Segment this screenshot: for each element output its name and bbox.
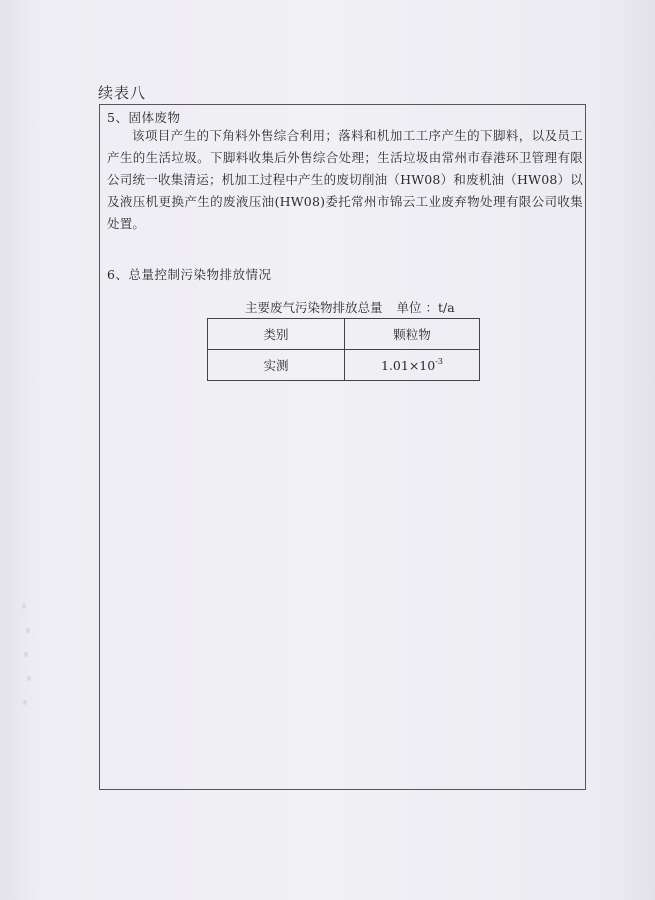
- value-base: 1.01×10: [380, 358, 436, 373]
- table-caption: [245, 298, 455, 316]
- value-exponent: -3: [435, 357, 443, 366]
- section-6-title: 6、总量控制污染物排放情况: [107, 267, 272, 282]
- section-5-title: 5、固体废物: [107, 110, 181, 125]
- table-header-row: [208, 319, 480, 350]
- header-particulate: 颗粒物: [345, 319, 480, 350]
- unit-label: 单位 ：t/a: [396, 300, 455, 315]
- continued-table-label: 续表八: [98, 84, 147, 102]
- content-frame: [99, 104, 586, 790]
- particulate-value: [345, 350, 480, 381]
- header-category: 类别: [208, 319, 345, 350]
- section-5-paragraph: 该项目产生的下角料外售综合利用；落料和机加工工序产生的下脚料，以及员工产生的生活垃圾。下脚料收集后外售综合处理；生活垃圾由常州市春港环卫管理有限公司统一收集清运；机加工过程中产生的废切削油（HW08）和废机油（HW08）以及液压机更换产生的废液压油(HW08)委托常州市锦云工业废弃物处理有限公司收集处置。: [107, 128, 583, 231]
- row-label-measured: 实测: [208, 350, 345, 381]
- table-row: [208, 350, 480, 381]
- table-caption-text: 主要废气污染物排放总量: [245, 300, 383, 315]
- emissions-table: [207, 318, 480, 381]
